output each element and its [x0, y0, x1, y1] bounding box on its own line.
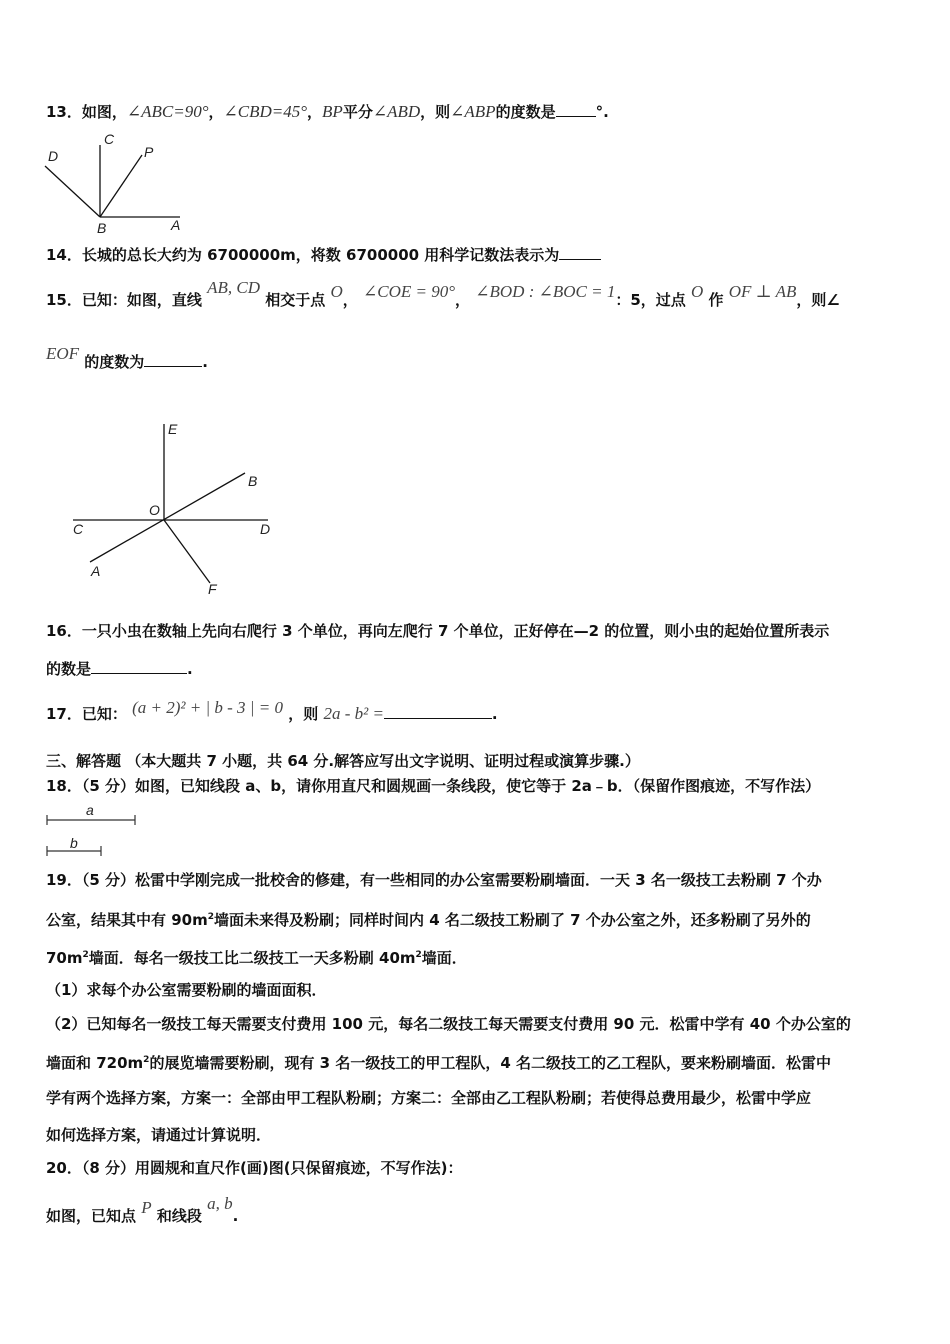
q19-sub1: （1）求每个办公室需要粉刷的墙面面积．	[46, 981, 327, 999]
label-A: A	[171, 217, 181, 233]
label-a: a	[86, 802, 94, 818]
q20-line1: 20．（8 分）用圆规和直尺作(画)图(只保留痕迹，不写作法)：	[46, 1159, 463, 1177]
q14-text: 14．长城的总长大约为 6700000m，将数 6700000 用科学记数法表示为	[46, 245, 601, 265]
label-b: b	[70, 835, 78, 851]
q15-text-line2: EOF 的度数为 .	[46, 344, 208, 371]
label-P: P	[144, 144, 154, 160]
label-C: C	[104, 131, 115, 147]
q19-sub2-line2: 墙面和 $720m^2$的展览墙需要粉刷，现有 3 名一级技工的甲工程队，4 名二级技工的乙工程队，要来粉刷墙面．松雷中	[46, 1054, 831, 1072]
q19-line1: 19．（5 分）松雷中学刚完成一批校舍的修建，有一些相同的办公室需要粉刷墙面．一天 3 名一级技工去粉刷 7 个办	[46, 871, 822, 889]
q20-line2: 如图，已知点 P 和线段 a, b.	[46, 1194, 239, 1225]
q18-text: 18．（5 分）如图，已知线段 a、b，请你用直尺和圆规画一条线段，使它等于 2a﹣b．（保留作图痕迹，不写作法）	[46, 777, 821, 795]
q19-sub2-line4: 如何选择方案，请通过计算说明．	[46, 1126, 272, 1144]
section-3-heading: 三、解答题 （本大题共 7 小题，共 64 分.解答应写出文字说明、证明过程或演算步骤.）	[46, 752, 640, 770]
label-E: E	[168, 421, 178, 437]
q17-text: 17．已知： (a + 2)² + | b - 3 | = 0 ，则 2a - b² = .	[46, 698, 498, 723]
q15-text-line1: 15．已知：如图，直线 AB, CD 相交于点 O， ∠COE = 90°， ∠BOD : ∠BOC = 1：5，过点 O 作 OF ⊥ AB，则∠	[46, 278, 840, 309]
q19-line3: $70m^2$墙面．每名一级技工比二级技工一天多粉刷 $40m^2$墙面．	[46, 949, 467, 967]
q16-text-line1: 16．一只小虫在数轴上先向右爬行 3 个单位，再向左爬行 7 个单位，正好停在—2 的位置，则小虫的起始位置所表示	[46, 622, 830, 640]
q19-sub2-line3: 学有两个选择方案，方案一：全部由甲工程队粉刷；方案二：全部由乙工程队粉刷；若使得总费用最少，松雷中学应	[46, 1089, 812, 1107]
label-D: D	[48, 148, 59, 164]
label-F: F	[208, 581, 217, 597]
q13-text: 13．如图，∠ABC=90°，∠CBD=45°，BP平分∠ABD，则∠ABP的度数是 °.	[46, 102, 609, 121]
label-O: O	[149, 502, 160, 518]
label-A: A	[91, 563, 101, 579]
label-B: B	[248, 473, 258, 489]
label-D: D	[260, 521, 271, 537]
q19-line2: 公室，结果其中有 $90m^2$墙面未来得及粉刷；同样时间内 4 名二级技工粉刷了 7 个办公室之外，还多粉刷了另外的	[46, 911, 811, 929]
label-B: B	[97, 220, 107, 236]
label-C: C	[73, 521, 84, 537]
q19-sub2-line1: （2）已知每名一级技工每天需要支付费用 100 元，每名二级技工每天需要支付费用 90 元．松雷中学有 40 个办公室的	[46, 1015, 851, 1033]
q16-text-line2: 的数是 .	[46, 660, 193, 678]
